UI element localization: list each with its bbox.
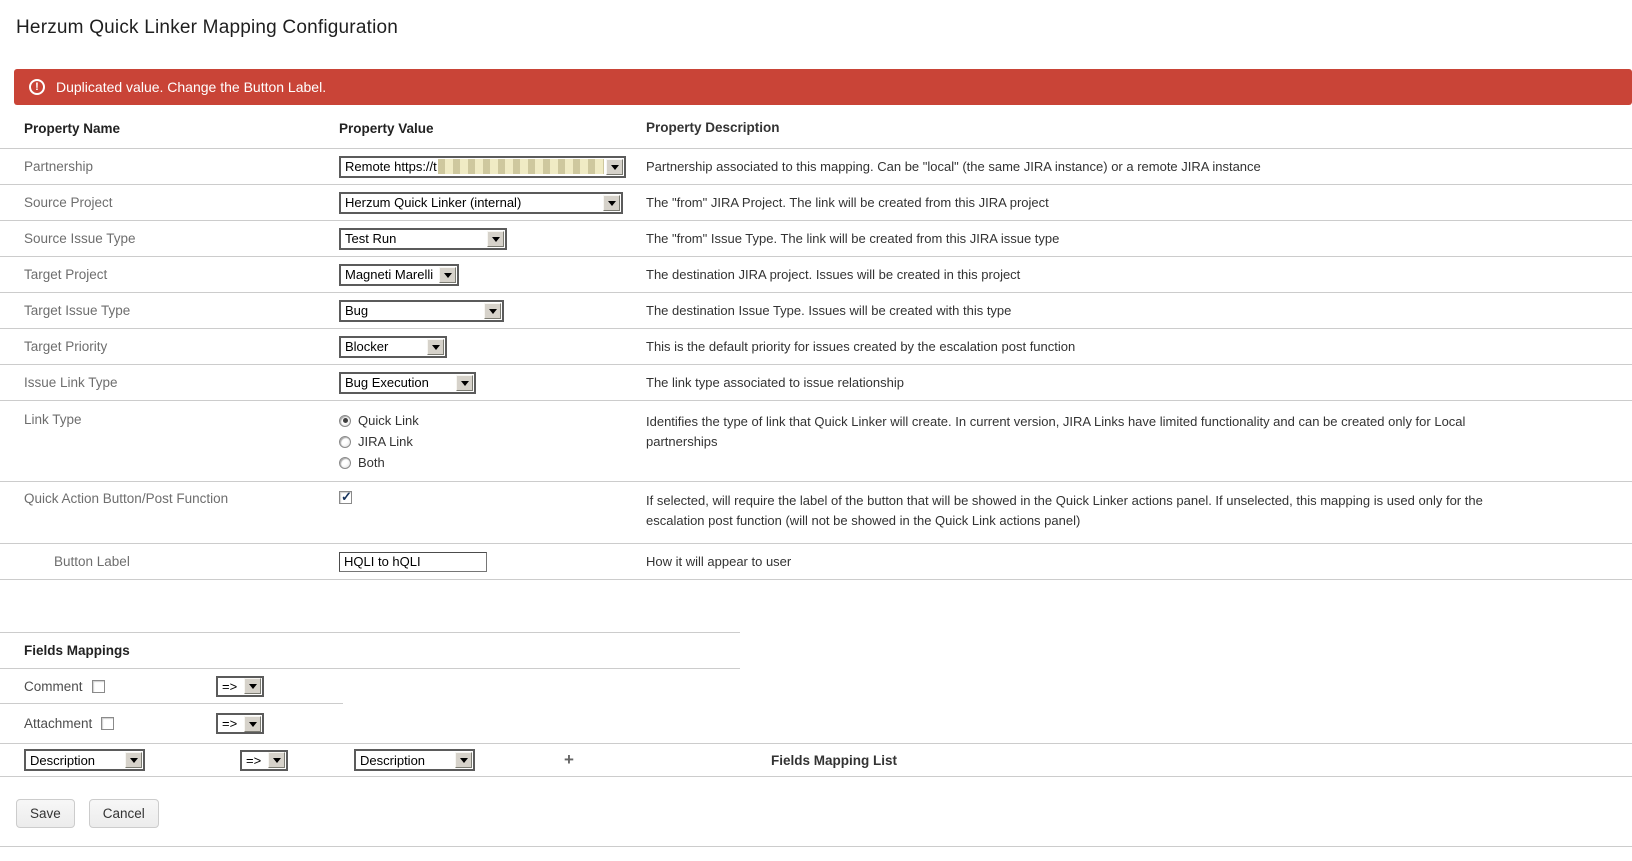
issue-link-type-select-value: Bug Execution [345, 375, 429, 391]
form-actions [16, 799, 1632, 828]
property-name-label: Button Label [54, 554, 130, 570]
property-description: The link type associated to issue relationship [646, 375, 904, 390]
comment-checkbox[interactable] [92, 680, 105, 693]
radio-label: Quick Link [358, 413, 419, 429]
dropdown-arrow-icon [244, 678, 261, 694]
dropdown-arrow-icon [484, 303, 501, 319]
property-description: The "from" JIRA Project. The link will be created from this JIRA project [646, 195, 1049, 210]
property-name-label: Target Issue Type [24, 303, 131, 319]
quick-action-checkbox[interactable] [339, 491, 352, 504]
table-row-source-project [0, 185, 1632, 221]
property-description: Identifies the type of link that Quick Linker will create. In current version, JIRA Links have limited functionality and can be created only for Local partnerships [646, 414, 1466, 449]
dropdown-arrow-icon [244, 716, 261, 732]
property-name-label: Source Project [24, 195, 113, 211]
property-description: The destination JIRA project. Issues will be created in this project [646, 267, 1021, 282]
property-name-label: Link Type [24, 412, 82, 428]
table-row-link-type [0, 401, 1632, 482]
dropdown-arrow-icon [603, 195, 620, 211]
property-description: The destination Issue Type. Issues will be created with this type [646, 303, 1012, 318]
attachment-operator-value: => [222, 716, 238, 732]
property-description: How it will appear to user [646, 554, 792, 569]
property-name-label: Target Project [24, 267, 108, 283]
target-field-value: Description [360, 752, 426, 768]
property-name-label: Issue Link Type [24, 375, 118, 391]
exclamation-circle-icon [29, 79, 45, 95]
table-row-quick-action [0, 482, 1632, 544]
property-description: The "from" Issue Type. The link will be created from this JIRA issue type [646, 231, 1060, 246]
dropdown-arrow-icon [125, 752, 142, 768]
redacted-value [438, 159, 604, 174]
bottom-divider [0, 846, 1632, 850]
dropdown-arrow-icon [487, 231, 504, 247]
radio-icon[interactable] [339, 415, 351, 427]
cancel-button[interactable]: Cancel [89, 799, 159, 828]
partnership-select-value: Remote https://t [345, 159, 437, 175]
fields-mappings-title: Fields Mappings [0, 632, 740, 669]
property-name-label: Target Priority [24, 339, 108, 355]
attachment-mapping-row [0, 704, 343, 743]
radio-icon[interactable] [339, 436, 351, 448]
source-project-select[interactable] [339, 192, 623, 214]
issue-link-type-select[interactable] [339, 372, 476, 394]
table-row-target-project [0, 257, 1632, 293]
error-message: Duplicated value. Change the Button Label. [56, 79, 327, 95]
table-row-source-issue-type [0, 221, 1632, 257]
dropdown-arrow-icon [606, 159, 623, 175]
attachment-label: Attachment [24, 716, 93, 732]
header-property-value: Property Value [339, 120, 434, 136]
dropdown-arrow-icon [439, 267, 456, 283]
property-description: This is the default priority for issues created by the escalation post function [646, 339, 1076, 354]
header-property-description: Property Description [646, 120, 780, 135]
comment-operator-select[interactable] [216, 676, 264, 697]
source-field-value: Description [30, 752, 96, 768]
target-issue-type-select-value: Bug [345, 303, 369, 319]
target-field-select[interactable] [354, 749, 475, 771]
link-type-radio-group [339, 412, 646, 471]
property-name-label: Source Issue Type [24, 231, 136, 247]
target-priority-select-value: Blocker [345, 339, 389, 355]
save-button[interactable]: Save [16, 799, 75, 828]
page-title: Herzum Quick Linker Mapping Configuration [16, 17, 399, 38]
plus-icon[interactable]: + [564, 750, 574, 770]
source-project-select-value: Herzum Quick Linker (internal) [345, 195, 522, 211]
header-property-name: Property Name [24, 120, 121, 136]
attachment-checkbox[interactable] [101, 717, 114, 730]
radio-option-both[interactable] [339, 454, 646, 471]
target-project-select[interactable] [339, 264, 459, 286]
mapping-operator-value: => [246, 752, 262, 768]
radio-label: JIRA Link [358, 434, 413, 450]
table-row-target-priority [0, 329, 1632, 365]
error-banner [14, 69, 1632, 105]
property-name-label: Quick Action Button/Post Function [24, 491, 229, 507]
table-header-row [0, 107, 1632, 149]
table-row-button-label [0, 544, 1632, 580]
table-row-target-issue-type [0, 293, 1632, 329]
field-mapping-row [0, 743, 1632, 777]
attachment-operator-select[interactable] [216, 713, 264, 734]
partnership-select[interactable] [339, 156, 626, 178]
dropdown-arrow-icon [268, 752, 285, 768]
dropdown-arrow-icon [455, 752, 472, 768]
property-name-label: Partnership [24, 159, 94, 175]
comment-mapping-row [0, 669, 343, 704]
source-issue-type-select[interactable] [339, 228, 507, 250]
source-field-select[interactable] [24, 749, 145, 771]
fields-mapping-list-label: Fields Mapping List [771, 752, 898, 768]
property-description: If selected, will require the label of the button that will be showed in the Quick Linker actions panel. If unselected, this mapping is used only for the escalation post function (will not be showed in the Quick Link actions panel) [646, 493, 1483, 528]
dropdown-arrow-icon [456, 375, 473, 391]
comment-operator-value: => [222, 678, 238, 694]
target-issue-type-select[interactable] [339, 300, 504, 322]
target-priority-select[interactable] [339, 336, 447, 358]
target-project-select-value: Magneti Marelli [345, 267, 434, 283]
fields-mappings-section [0, 632, 1632, 777]
dropdown-arrow-icon [427, 339, 444, 355]
table-row-issue-link-type [0, 365, 1632, 401]
radio-option-quick-link[interactable] [339, 412, 646, 429]
radio-icon[interactable] [339, 457, 351, 469]
source-issue-type-select-value: Test Run [345, 231, 397, 247]
button-label-input[interactable] [339, 552, 487, 572]
mapping-operator-select[interactable] [240, 750, 288, 771]
comment-label: Comment [24, 678, 83, 694]
radio-label: Both [358, 455, 385, 471]
table-row-partnership [0, 149, 1632, 185]
properties-table [0, 107, 1632, 580]
property-description: Partnership associated to this mapping. Can be "local" (the same JIRA instance) or a remote JIRA instance [646, 159, 1261, 174]
radio-option-jira-link[interactable] [339, 433, 646, 450]
